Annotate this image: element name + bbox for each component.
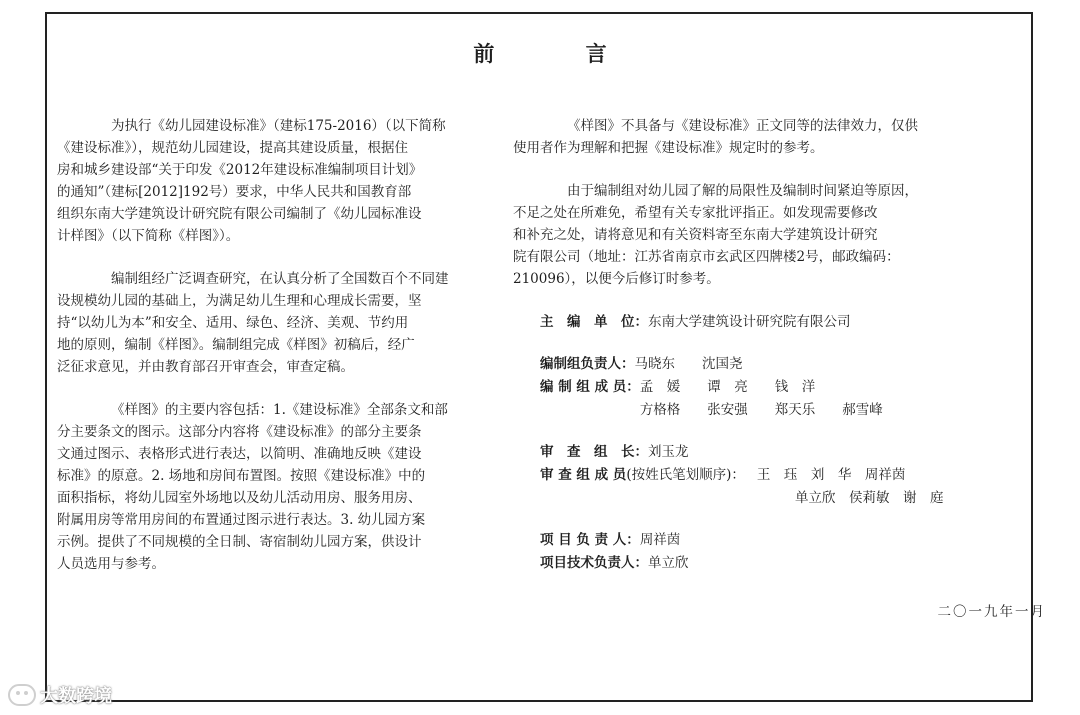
members-row: 编 制 组 成 员： 孟 媛 谭 亮 钱 洋 xyxy=(540,379,816,395)
review-leader-row: 审 查 组 长： 刘玉龙 xyxy=(540,444,689,460)
right-column xyxy=(513,115,958,575)
project-leader-row: 项 目 负 责 人： 周祥茵 xyxy=(540,532,681,548)
watermark: 大数跨境 xyxy=(8,682,112,708)
chief-unit-row: 主 编 单 位： 东南大学建筑设计研究院有限公司 xyxy=(540,314,851,330)
members-row-2: 方格格 张安强 郑天乐 郝雪峰 xyxy=(639,402,883,418)
paragraph-3: 《样图》的主要内容包括：1.《建设标准》全部条文和部 分主要条文的图示。这部分内容将《建设标准》的部分主要条 文通过图示、表格形式进行表达，以简明、准确地反映《建设 标准》的原意。2. 场地和房间布置图。按照《建设标准》中的 面积指标，将幼儿园室外场地以及幼儿活动用房、服务用房、 附属用房等常用房间的布置通过图示进行表达。3. 幼儿园方案 示例。提供了不同规模的全日制、寄宿制幼儿园方案，供设计 人员选用与参考。 xyxy=(57,402,448,572)
left-column xyxy=(57,115,506,596)
review-members-row: 审 查 组 成 员 (按姓氏笔划顺序)： 王 珏 刘 华 周祥茵 xyxy=(540,467,906,483)
paragraph-5: 由于编制组对幼儿园了解的局限性及编制时间紧迫等原因， 不足之处在所难免，希望有关专家批评指正。如发现需要修改 和补充之处，请将意见和有关资料寄至东南大学建筑设计研究 院有限公司（地址：江苏省南京市玄武区四牌楼2号，邮政编码： 210096），以便今后修订时参考。 xyxy=(513,183,918,287)
leader-row: 编制组负责人： 马晓东 沈国尧 xyxy=(540,356,743,372)
date: 二〇一九年一月 xyxy=(937,604,1046,620)
review-members-row-2: 单立欣 侯莉敏 谢 庭 xyxy=(795,490,944,506)
paragraph-2: 编制组经广泛调查研究，在认真分析了全国数百个不同建 设规模幼儿园的基础上，为满足幼儿生理和心理成长需要，坚 持“以幼儿为本”和安全、适用、绿色、经济、美观、节约用 地的原则，编制《样图》。编制组完成《样图》初稿后，经广 泛征求意见，并由教育部召开审查会，审查定稿。 xyxy=(57,271,449,375)
watermark-logo-icon xyxy=(8,684,36,706)
page-title: 前 言 xyxy=(473,41,649,66)
paragraph-1: 为执行《幼儿园建设标准》（建标175-2016）（以下简称 《建设标准》），规范幼儿园建设，提高其建设质量，根据住 房和城乡建设部“关于印发《2012年建设标准编制项目计划》 的通知”（建标[2012]192号）要求，中华人民共和国教育部 组织东南大学建筑设计研究院有限公司编制了《幼儿园标准设 计样图》（以下简称《样图》）。 xyxy=(57,118,446,244)
paragraph-4: 《样图》不具备与《建设标准》正文同等的法律效力，仅供 使用者作为理解和把握《建设标准》规定时的参考。 xyxy=(513,118,918,156)
credits-block xyxy=(540,311,958,575)
tech-leader-row: 项目技术负责人： 单立欣 xyxy=(540,555,689,571)
